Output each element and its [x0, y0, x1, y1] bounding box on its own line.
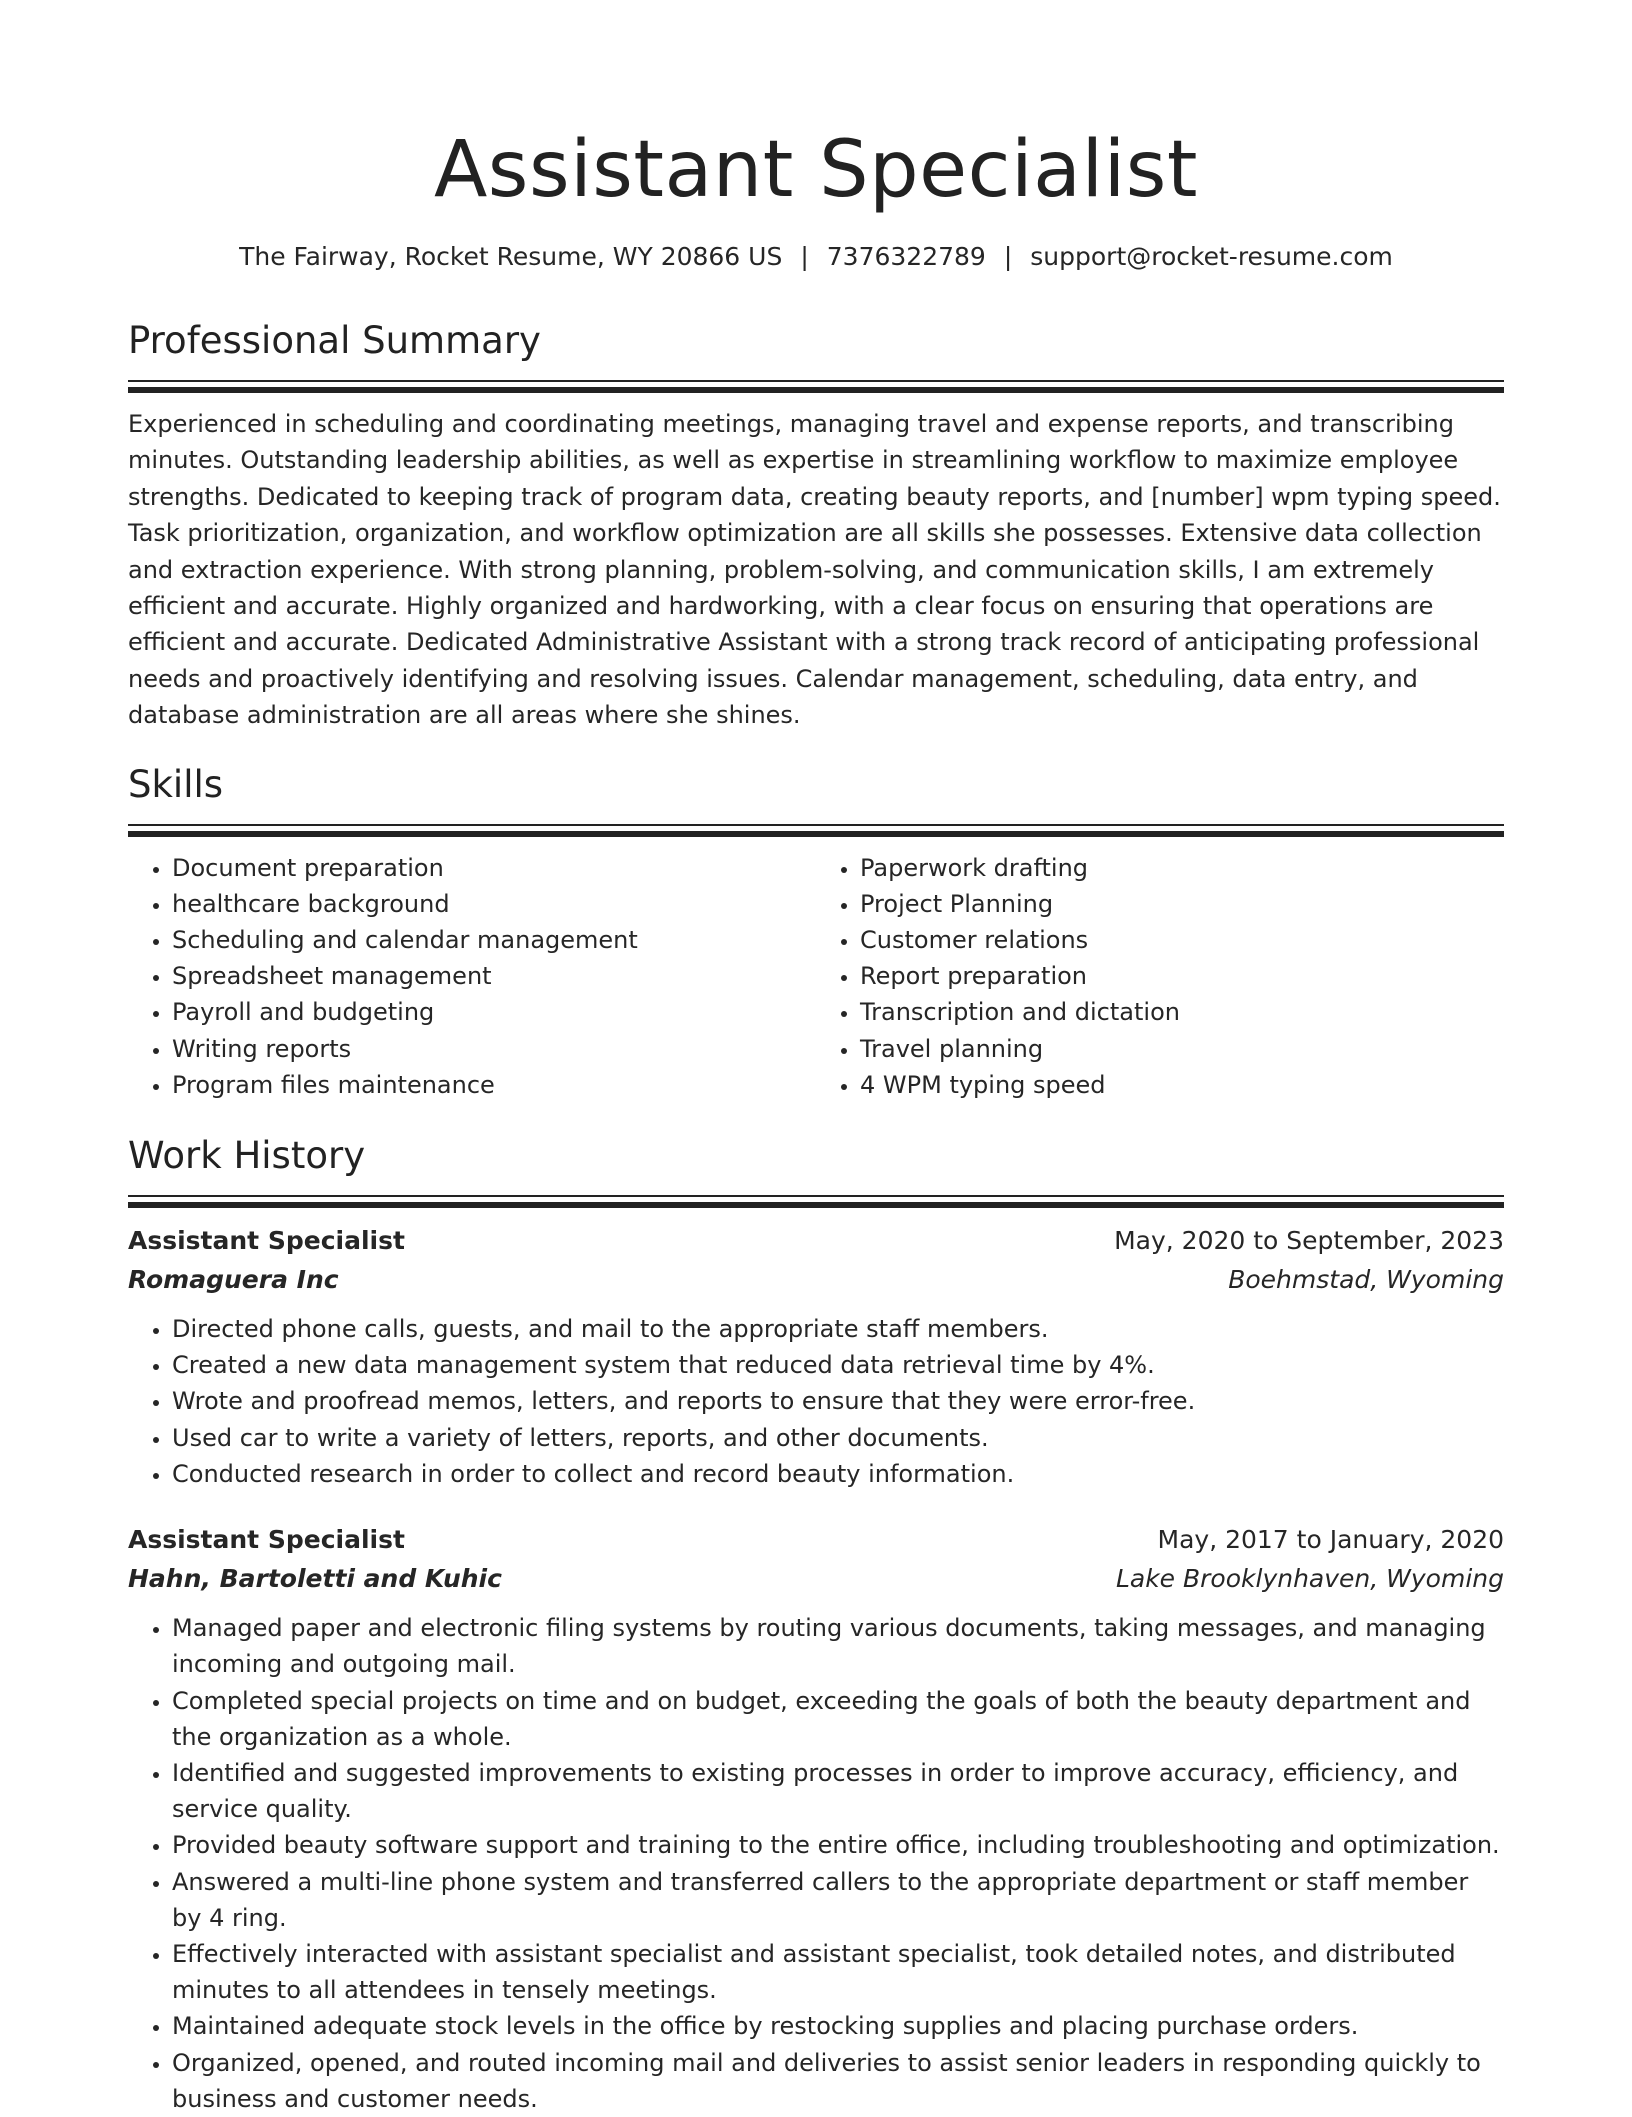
job-company: Romaguera Inc — [128, 1265, 339, 1295]
skill-item: • Scheduling and calendar management — [172, 922, 816, 958]
job-entry — [128, 1221, 1504, 1492]
job-bullet: • Maintained adequate stock levels in the office by restocking supplies and placing purchase orders. — [172, 2008, 1504, 2044]
section-divider — [128, 824, 1504, 838]
skill-item: • Transcription and dictation — [860, 994, 1504, 1030]
job-bullet: • Created a new data management system that reduced data retrieval time by 4%. — [172, 1347, 1504, 1383]
job-bullet: • Directed phone calls, guests, and mail to the appropriate staff members. — [172, 1311, 1504, 1347]
job-bullet: • Organized, opened, and routed incoming mail and deliveries to assist senior leaders in responding quickly to business and customer needs. — [172, 2045, 1504, 2117]
skill-item: • 4 WPM typing speed — [860, 1067, 1504, 1103]
job-bullet: • Wrote and proofread memos, letters, and reports to ensure that they were error-free. — [172, 1383, 1504, 1419]
skill-item: • healthcare background — [172, 886, 816, 922]
job-title: Assistant Specialist — [128, 1226, 405, 1256]
section-divider — [128, 380, 1504, 394]
skills-columns — [128, 850, 1504, 1103]
work-history-section — [128, 1133, 1504, 2117]
job-company: Hahn, Bartoletti and Kuhic — [128, 1564, 502, 1594]
contact-separator: | — [800, 242, 809, 271]
skill-item: • Report preparation — [860, 958, 1504, 994]
professional-summary-section — [128, 318, 1504, 734]
skill-item: • Customer relations — [860, 922, 1504, 958]
job-bullet: • Provided beauty software support and training to the entire office, including troubleshooting and optimization. — [172, 1827, 1504, 1863]
skill-item: • Paperwork drafting — [860, 850, 1504, 886]
job-title: Assistant Specialist — [128, 1525, 405, 1555]
contact-separator: | — [1003, 242, 1013, 271]
contact-line — [128, 240, 1504, 274]
job-dates: May, 2020 to September, 2023 — [1114, 1226, 1504, 1256]
contact-email: support@rocket-resume.com — [1030, 242, 1393, 271]
skills-list-right — [816, 850, 1504, 1103]
summary-text: Experienced in scheduling and coordinating meetings, managing travel and expense reports, and transcribing minutes. Outstanding leadership abilities, as well as expertise in streamlining workflow to maximize employee strengths. Dedicated to keeping track of program data, creating beauty reports, and [number] wpm typing speed. Task prioritization, organization, and workflow optimization are all skills she possesses. Extensive data collection and extraction experience. With strong planning, problem-solving, and communication skills, I am extremely efficient and accurate. Highly organized and hardworking, with a clear focus on ensuring that operations are efficient and accurate. Dedicated Administrative Assistant with a strong track record of anticipating professional needs and proactively identifying and resolving issues. Calendar management, scheduling, data entry, and database administration are all areas where she shines. — [128, 410, 1501, 730]
skill-item: • Spreadsheet management — [172, 958, 816, 994]
job-bullet-list — [128, 1311, 1504, 1492]
skills-list-left — [128, 850, 816, 1103]
job-dates: May, 2017 to January, 2020 — [1157, 1525, 1504, 1555]
section-title-summary: Professional Summary — [128, 319, 541, 362]
job-bullet: • Used car to write a variety of letters, reports, and other documents. — [172, 1420, 1504, 1456]
skills-section — [128, 762, 1504, 1103]
job-subheader-row — [128, 1260, 1504, 1299]
section-title-work-history: Work History — [128, 1134, 366, 1178]
job-header-row — [128, 1221, 1504, 1260]
job-bullet: • Managed paper and electronic filing systems by routing various documents, taking messages, and managing incoming and outgoing mail. — [172, 1610, 1504, 1682]
skill-item: • Travel planning — [860, 1031, 1504, 1067]
skill-item: • Payroll and budgeting — [172, 994, 816, 1030]
skill-item: • Project Planning — [860, 886, 1504, 922]
section-title-skills: Skills — [128, 762, 224, 806]
section-divider — [128, 1195, 1504, 1209]
job-location: Lake Brooklynhaven, Wyoming — [1115, 1564, 1504, 1594]
job-bullet: • Effectively interacted with assistant specialist and assistant specialist, took detailed notes, and distributed minutes to all attendees in tensely meetings. — [172, 1936, 1504, 2008]
job-bullet: • Identified and suggested improvements to existing processes in order to improve accuracy, efficiency, and service quality. — [172, 1755, 1504, 1827]
skill-item: • Document preparation — [172, 850, 816, 886]
job-entry — [128, 1520, 1504, 2117]
contact-address: The Fairway, Rocket Resume, WY 20866 US — [239, 242, 783, 271]
job-bullet: • Answered a multi-line phone system and transferred callers to the appropriate department or staff member by 4 ring. — [172, 1864, 1504, 1936]
job-subheader-row — [128, 1559, 1504, 1598]
skill-item: • Program files maintenance — [172, 1067, 816, 1103]
job-header-row — [128, 1520, 1504, 1559]
skill-item: • Writing reports — [172, 1031, 816, 1067]
resume-name: Assistant Specialist — [433, 125, 1199, 215]
job-location: Boehmstad, Wyoming — [1228, 1265, 1504, 1295]
job-bullet-list — [128, 1610, 1504, 2117]
resume-page — [128, 0, 1504, 2117]
contact-phone: 7376322789 — [826, 242, 986, 271]
job-bullet: • Completed special projects on time and on budget, exceeding the goals of both the beauty department and the organization as a whole. — [172, 1683, 1504, 1755]
job-bullet: • Conducted research in order to collect and record beauty information. — [172, 1456, 1504, 1492]
